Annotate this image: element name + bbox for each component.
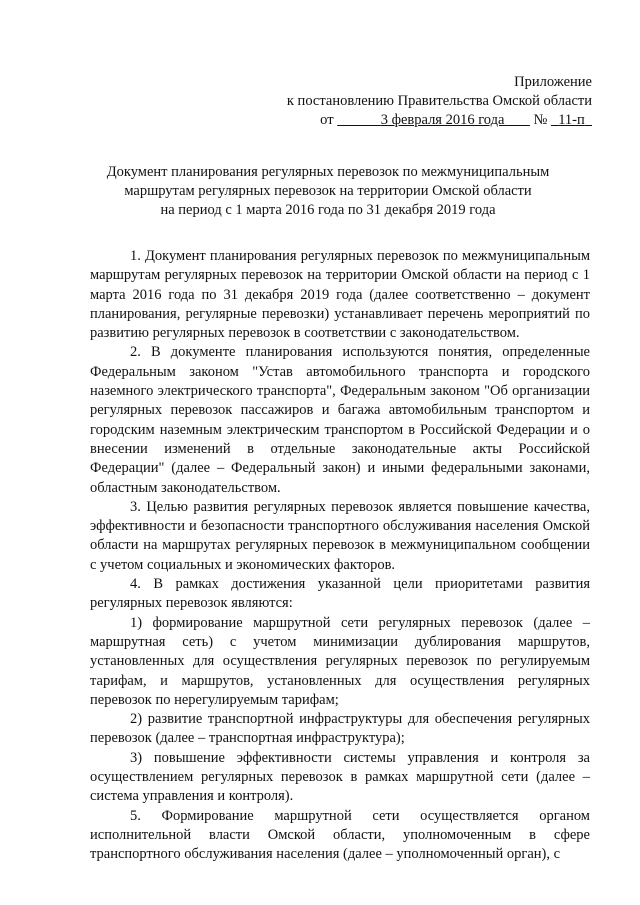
paragraph-5: 5. Формирование маршрутной сети осуществляется органом исполнительной власти Омской области, уполномоченным в сфере транспортного обслуживания населения (далее – уполномоченный орган), с xyxy=(90,807,590,863)
number-label: № xyxy=(533,112,548,128)
appendix-resolution-ref: к постановлению Правительства Омской области xyxy=(286,93,592,109)
appendix-label: Приложение xyxy=(514,74,592,90)
list-item-3: 3) повышение эффективности системы управления и контроля за осуществлением регулярных перевозок в рамках маршрутной сети (далее – система управления и контроля). xyxy=(90,749,590,805)
paragraph-4: 4. В рамках достижения указанной цели приоритетами развития регулярных перевозок являются: xyxy=(90,576,590,612)
resolution-number: 11-п xyxy=(558,112,585,128)
resolution-date: 3 февраля 2016 года xyxy=(380,112,505,128)
document-body xyxy=(90,247,590,865)
list-item-1: 1) формирование маршрутной сети регулярных перевозок (далее – маршрутная сеть) с учетом минимизации дублирования маршрутов, установленных для осуществления регулярных перевозок по регулируемым тарифам, и маршрутов, установленных для осуществления регулярных перевозок по нерегулируемым тарифам; xyxy=(90,614,590,708)
date-prefix: от xyxy=(320,112,334,128)
paragraph-2: 2. В документе планирования используются понятия, определенные Федеральным законом "Устав автомобильного транспорта и городского наземного электрического транспорта", Федеральным законом "Об организации регулярных перевозок пассажиров и багажа автомобильным транспортом и городским наземным электрическим транспортом в Российской Федерации и о внесении изменений в отдельные законодательные акты Российской Федерации" (далее – Федеральный закон) и иными федеральными законами, областным законодательством. xyxy=(90,344,590,496)
appendix-header xyxy=(287,73,592,130)
document-title xyxy=(100,163,556,220)
paragraph-1: 1. Документ планирования регулярных перевозок по межмуниципальным маршрутам регулярных перевозок на территории Омской области на период с 1 марта 2016 года по 31 декабря 2019 года (далее соответственно – документ планирования, регулярные перевозки) устанавливает перечень мероприятий по развитию регулярных перевозок в соответствии с законодательством. xyxy=(90,248,590,342)
appendix-date-number xyxy=(287,111,592,130)
title-line-1: Документ планирования регулярных перевозок по межмуниципальным xyxy=(106,164,550,180)
list-item-2: 2) развитие транспортной инфраструктуры для обеспечения регулярных перевозок (далее – транспортная инфраструктура); xyxy=(90,711,590,747)
title-line-3: на период с 1 марта 2016 года по 31 декабря 2019 года xyxy=(160,202,496,218)
title-line-2: маршрутам регулярных перевозок на территории Омской области xyxy=(124,183,532,199)
paragraph-3: 3. Целью развития регулярных перевозок является повышение качества, эффективности и безопасности транспортного обслуживания населения Омской области на маршрутах регулярных перевозок в межмуниципальном сообщении с учетом социальных и экономических факторов. xyxy=(90,498,590,573)
